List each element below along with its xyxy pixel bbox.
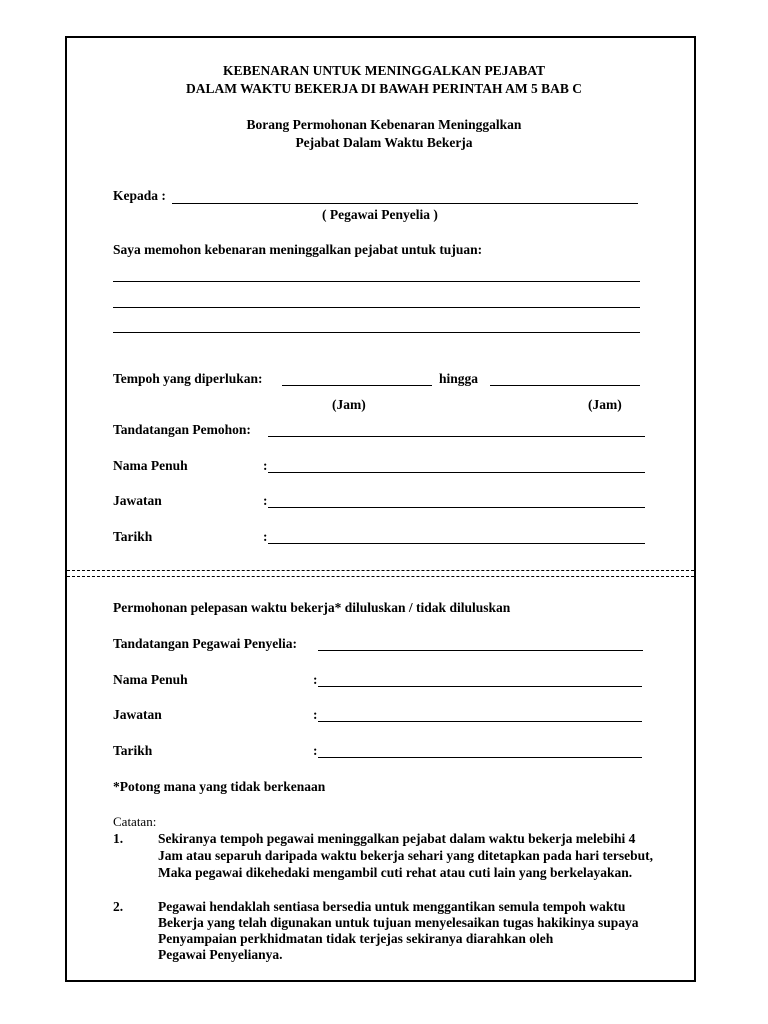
applicant-name-colon: : — [263, 458, 268, 473]
supervisor-name-field[interactable] — [318, 686, 642, 687]
form-subtitle-line1: Borang Permohonan Kebenaran Meninggalkan — [246, 117, 522, 132]
hingga-label: hingga — [439, 371, 479, 386]
kepada-label: Kepada : — [113, 188, 166, 203]
supervisor-position-colon: : — [313, 707, 318, 722]
purpose-field-line3[interactable] — [113, 332, 640, 333]
applicant-signature-label: Tandatangan Pemohon: — [113, 422, 251, 437]
supervisor-date-field[interactable] — [318, 757, 642, 758]
note-line: Penyampaian perkhidmatan tidak terjejas sekiranya diarahkan oleh — [158, 931, 554, 946]
jam-label-to: (Jam) — [588, 397, 622, 412]
applicant-name-label: Nama Penuh — [113, 458, 188, 473]
applicant-name-field[interactable] — [268, 472, 645, 473]
cut-line-top — [67, 570, 694, 571]
supervisor-position-label: Jawatan — [113, 707, 162, 722]
notes-heading: Catatan: — [113, 814, 157, 829]
purpose-field-line1[interactable] — [113, 281, 640, 282]
note-line: Pegawai Penyelianya. — [158, 947, 283, 962]
note-line: Bekerja yang telah digunakan untuk tujuan menyelesaikan tugas hakikinya supaya — [158, 915, 639, 930]
note-line: Jam atau separuh daripada waktu bekerja sehari yang ditetapkan pada hari tersebut, — [158, 848, 654, 863]
note-number: 2. — [113, 899, 124, 914]
cut-line-bottom — [67, 576, 694, 577]
applicant-position-colon: : — [263, 493, 268, 508]
approval-text: Permohonan pelepasan waktu bekerja* diluluskan / tidak diluluskan — [113, 600, 511, 615]
jam-label-from: (Jam) — [332, 397, 366, 412]
supervisor-name-label: Nama Penuh — [113, 672, 188, 687]
form-subtitle-line2: Pejabat Dalam Waktu Bekerja — [295, 135, 473, 150]
tempoh-from-field[interactable] — [282, 385, 432, 386]
applicant-position-label: Jawatan — [113, 493, 162, 508]
supervisor-date-colon: : — [313, 743, 318, 758]
supervisor-position-field[interactable] — [318, 721, 642, 722]
supervisor-date-label: Tarikh — [113, 743, 153, 758]
tempoh-to-field[interactable] — [490, 385, 640, 386]
footnote: *Potong mana yang tidak berkenaan — [113, 779, 326, 794]
kepada-field[interactable] — [172, 203, 638, 204]
applicant-position-field[interactable] — [268, 507, 645, 508]
purpose-label: Saya memohon kebenaran meninggalkan pejabat untuk tujuan: — [113, 242, 483, 257]
applicant-date-field[interactable] — [268, 543, 645, 544]
applicant-date-colon: : — [263, 529, 268, 544]
applicant-signature-field[interactable] — [268, 436, 645, 437]
supervisor-name-colon: : — [313, 672, 318, 687]
note-number: 1. — [113, 831, 124, 846]
form-title-line2: DALAM WAKTU BEKERJA DI BAWAH PERINTAH AM 5 BAB C — [186, 81, 582, 96]
note-line: Sekiranya tempoh pegawai meninggalkan pejabat dalam waktu bekerja melebihi 4 — [158, 831, 636, 846]
kepada-note: ( Pegawai Penyelia ) — [322, 207, 438, 222]
form-title-line1: KEBENARAN UNTUK MENINGGALKAN PEJABAT — [223, 63, 545, 78]
purpose-field-line2[interactable] — [113, 307, 640, 308]
supervisor-signature-field[interactable] — [318, 650, 643, 651]
tempoh-label: Tempoh yang diperlukan: — [113, 371, 263, 386]
note-line: Maka pegawai dikehedaki mengambil cuti rehat atau cuti lain yang berkelayakan. — [158, 865, 633, 880]
applicant-date-label: Tarikh — [113, 529, 153, 544]
supervisor-signature-label: Tandatangan Pegawai Penyelia: — [113, 636, 298, 651]
note-line: Pegawai hendaklah sentiasa bersedia untuk menggantikan semula tempoh waktu — [158, 899, 626, 914]
